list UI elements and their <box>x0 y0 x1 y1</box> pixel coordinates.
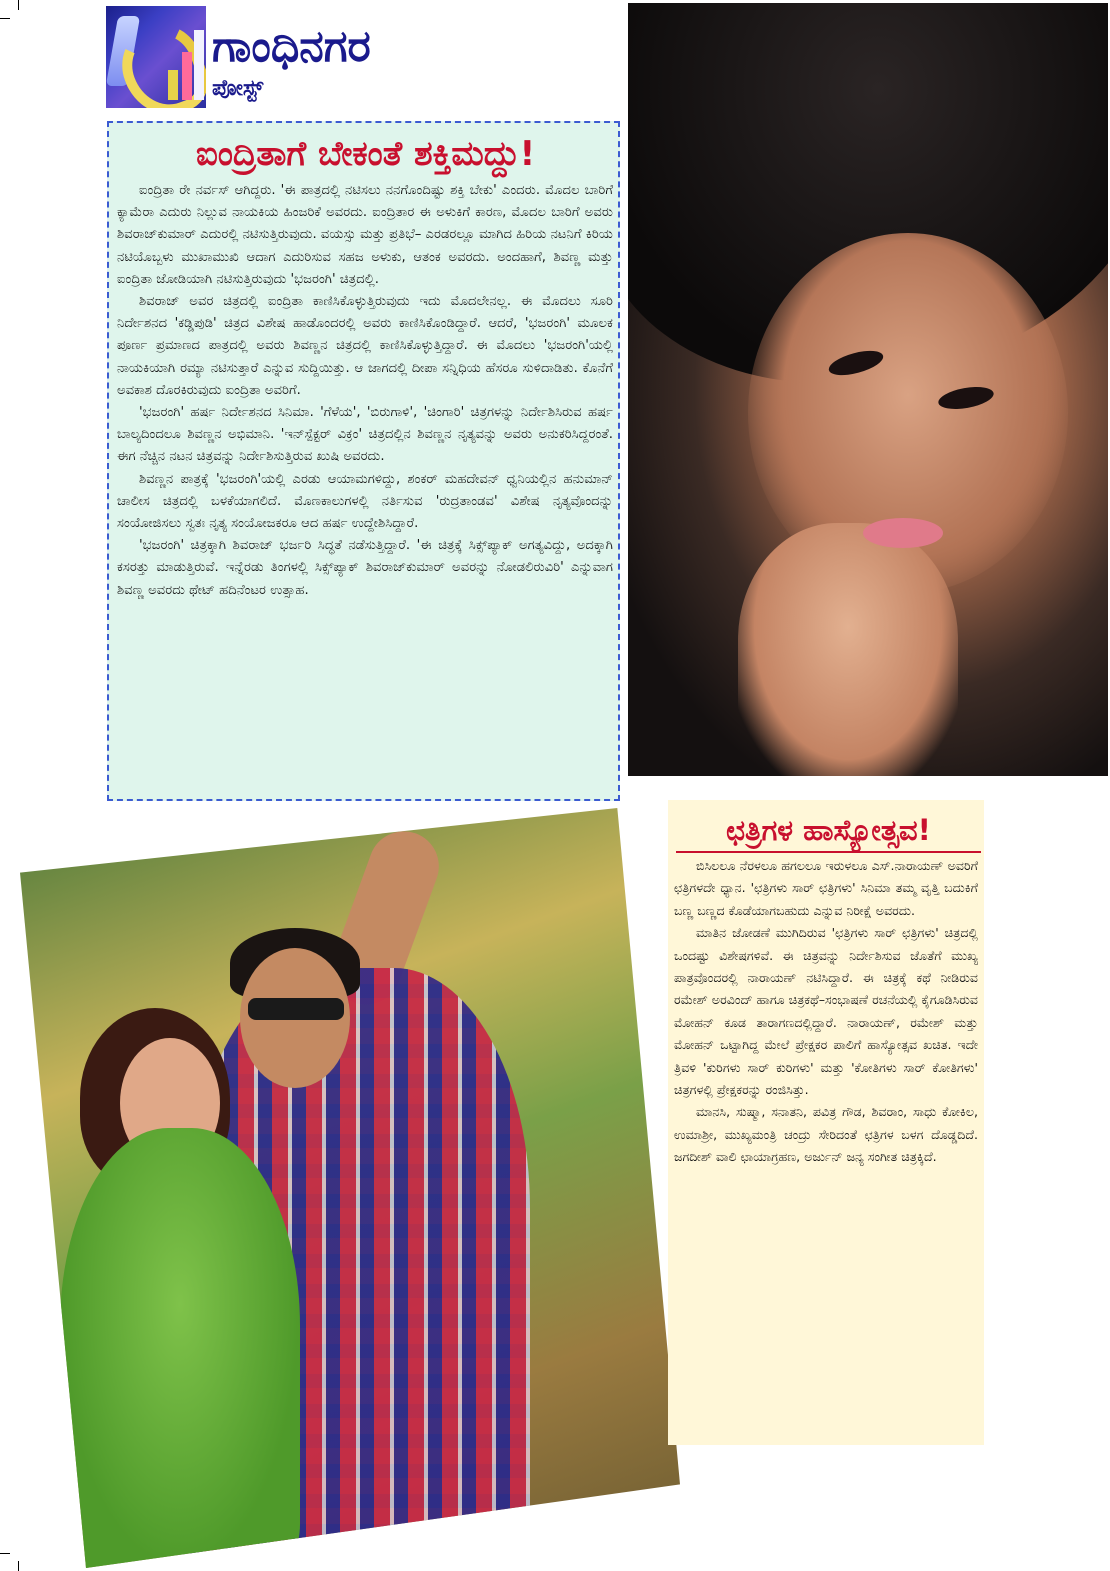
article1-headline: ಐಂದ್ರಿತಾಗೆ ಬೇಕಂತೆ ಶಕ್ತಿಮದ್ದು! <box>195 134 536 174</box>
article1-paragraph: 'ಭಜರಂಗಿ' ಚಿತ್ರಕ್ಕಾಗಿ ಶಿವರಾಜ್ ಭರ್ಜರಿ ಸಿದ್ಧತೆ ನಡೆಸುತ್ತಿದ್ದಾರೆ. 'ಈ ಚಿತ್ರಕ್ಕೆ ಸಿಕ್ಸ್‌ಪ್ಯಾಕ್ ಅಗತ್ಯವಿದ್ದು, ಅದಕ್ಕಾಗಿ ಕಸರತ್ತು ಮಾಡುತ್ತಿರುವೆ. ಇನ್ನೆರಡು ತಿಂಗಳಲ್ಲಿ ಸಿಕ್ಸ್‌ಪ್ಯಾಕ್ ಶಿವರಾಜ್‌ಕುಮಾರ್ ಅವರನ್ನು ನೋಡಲಿರುವಿರಿ' ಎನ್ನುವಾಗ ಶಿವಣ್ಣ ಅವರದು ಥೇಟ್ ಹದಿನೆಂಟರ ಉತ್ಸಾಹ. <box>117 538 613 598</box>
masthead-subtitle: ಪೋಸ್ಟ್ <box>212 76 264 101</box>
article1-paragraph: ಶಿವರಾಜ್ ಅವರ ಚಿತ್ರದಲ್ಲಿ ಐಂದ್ರಿತಾ ಕಾಣಿಸಿಕೊಳ್ಳುತ್ತಿರುವುದು ಇದು ಮೊದಲೇನಲ್ಲ. ಈ ಮೊದಲು ಸೂರಿ ನಿರ್ದೇಶನದ 'ಕಡ್ಡಿಪುಡಿ' ಚಿತ್ರದ ವಿಶೇಷ ಹಾಡೊಂದರಲ್ಲಿ ಅವರು ಕಾಣಿಸಿಕೊಂಡಿದ್ದಾರೆ. ಆದರೆ, 'ಭಜರಂಗಿ' ಮೂಲಕ ಪೂರ್ಣ ಪ್ರಮಾಣದ ಪಾತ್ರದಲ್ಲಿ ಅವರು ಶಿವಣ್ಣನ ಚಿತ್ರದಲ್ಲಿ ಕಾಣಿಸಿಕೊಳ್ಳುತ್ತಿದ್ದಾರೆ. ಈ ಮೊದಲು 'ಭಜರಂಗಿ'ಯಲ್ಲಿ ನಾಯಕಿಯಾಗಿ ರಮ್ಯಾ ನಟಿಸುತ್ತಾರೆ ಎನ್ನುವ ಸುದ್ದಿಯಿತ್ತು. ಆ ಜಾಗದಲ್ಲಿ ದೀಪಾ ಸನ್ನಿಧಿಯ ಹೆಸರೂ ಸುಳಿದಾಡಿತು. ಕೊನೆಗೆ ಅವಕಾಶ ದೊರಕಿರುವುದು ಐಂದ್ರಿತಾ ಅವರಿಗೆ. <box>117 294 613 398</box>
masthead-logo <box>106 6 206 108</box>
article2-paragraph: ಮಾನಸಿ, ಸುಷ್ಮಾ, ಸನಾತನಿ, ಪವಿತ್ರ ಗೌಡ, ಶಿವರಾಂ, ಸಾಧು ಕೋಕಿಲ, ಉಮಾಶ್ರೀ, ಮುಖ್ಯಮಂತ್ರಿ ಚಂದ್ರು ಸೇರಿದಂತೆ ಛತ್ರಿಗಳ ಬಳಗ ದೊಡ್ಡದಿದೆ. ಜಗದೀಶ್ ವಾಲಿ ಛಾಯಾಗ್ರಹಣ, ಅರ್ಜುನ್ ಜನ್ಯ ಸಂಗೀತ ಚಿತ್ರಕ್ಕಿದೆ. <box>674 1104 978 1165</box>
crop-mark <box>18 0 19 10</box>
article2-paragraph: ಮಾತಿನ ಜೋಡಣೆ ಮುಗಿದಿರುವ 'ಛತ್ರಿಗಳು ಸಾರ್ ಛತ್ರಿಗಳು' ಚಿತ್ರದಲ್ಲಿ ಒಂದಷ್ಟು ವಿಶೇಷಗಳಿವೆ. ಈ ಚಿತ್ರವನ್ನು ನಿರ್ದೇಶಿಸುವ ಜೊತೆಗೆ ಮುಖ್ಯ ಪಾತ್ರವೊಂದರಲ್ಲಿ ನಾರಾಯಣ್ ನಟಿಸಿದ್ದಾರೆ. ಈ ಚಿತ್ರಕ್ಕೆ ಕಥೆ ನೀಡಿರುವ ರಮೇಶ್ ಅರವಿಂದ್ ಹಾಗೂ ಚಿತ್ರಕಥೆ–ಸಂಭಾಷಣೆ ರಚನೆಯಲ್ಲಿ ಕೈಗೂಡಿಸಿರುವ ಮೋಹನ್ ಕೂಡ ತಾರಾಗಣದಲ್ಲಿದ್ದಾರೆ. ನಾರಾಯಣ್, ರಮೇಶ್ ಮತ್ತು ಮೋಹನ್ ಒಟ್ಟಾಗಿದ್ದ ಮೇಲೆ ಪ್ರೇಕ್ಷಕರ ಪಾಲಿಗೆ ಹಾಸ್ಯೋತ್ಸವ ಖಚಿತ. ಇದೇ ತ್ರಿವಳಿ 'ಕುರಿಗಳು ಸಾರ್ ಕುರಿಗಳು' ಮತ್ತು 'ಕೋತಿಗಳು ಸಾರ್ ಕೋತಿಗಳು' ಚಿತ್ರಗಳಲ್ಲಿ ಪ್ರೇಕ್ಷಕರನ್ನು ರಂಜಿಸಿತ್ತು. <box>674 925 978 1098</box>
crop-mark <box>0 18 10 19</box>
article1-paragraph: ಶಿವಣ್ಣನ ಪಾತ್ರಕ್ಕೆ 'ಭಜರಂಗಿ'ಯಲ್ಲಿ ಎರಡು ಆಯಾಮಗಳಿದ್ದು, ಶಂಕರ್ ಮಹದೇವನ್ ಧ್ವನಿಯಲ್ಲಿನ ಹನುಮಾನ್ ಚಾಲೀಸ ಚಿತ್ರದಲ್ಲಿ ಬಳಕೆಯಾಗಲಿದೆ. ಮೊಣಕಾಲುಗಳಲ್ಲಿ ನರ್ತಿಸುವ 'ರುದ್ರತಾಂಡವ' ವಿಶೇಷ ನೃತ್ಯವೊಂದನ್ನು ಸಂಯೋಜಿಸಲು ಸ್ವತಃ ನೃತ್ಯ ಸಂಯೋಜಕರೂ ಆದ ಹರ್ಷ ಉದ್ದೇಶಿಸಿದ್ದಾರೆ. <box>117 471 613 532</box>
headline-rule <box>676 851 981 853</box>
article1-paragraph: ಐಂದ್ರಿತಾ ರೇ ನರ್ವಸ್ ಆಗಿದ್ದರು. 'ಈ ಪಾತ್ರದಲ್ಲಿ ನಟಿಸಲು ನನಗೊಂದಿಷ್ಟು ಶಕ್ತಿ ಬೇಕು' ಎಂದರು. ಮೊದಲ ಬಾರಿಗೆ ಕ್ಯಾಮೆರಾ ಎದುರು ನಿಲ್ಲುವ ನಾಯಕಿಯ ಹಿಂಜರಿಕೆ ಅವರದು. ಐಂದ್ರಿತಾರ ಈ ಅಳುಕಿಗೆ ಕಾರಣ, ಮೊದಲ ಬಾರಿಗೆ ಅವರು ಶಿವರಾಜ್‌ಕುಮಾರ್ ಎದುರಲ್ಲಿ ನಟಿಸುತ್ತಿರುವುದು. ವಯಸ್ಸು ಮತ್ತು ಪ್ರತಿಭೆ– ಎರಡರಲ್ಲೂ ಮಾಗಿದ ಹಿರಿಯ ನಟನಿಗೆ ಕಿರಿಯ ನಟಿಯೊಬ್ಬಳು ಮುಖಾಮುಖಿ ಆದಾಗ ಎದುರಿಸುವ ಸಹಜ ಅಳುಕು, ಆತಂಕ ಅವರದು. ಅಂದಹಾಗೆ, ಶಿವಣ್ಣ ಮತ್ತು ಐಂದ್ರಿತಾ ಜೋಡಿಯಾಗಿ ನಟಿಸುತ್ತಿರುವುದು 'ಭಜರಂಗಿ' ಚಿತ್ರದಲ್ಲಿ. <box>117 183 613 287</box>
crop-mark <box>0 1553 10 1554</box>
article1-body <box>117 180 613 602</box>
photo-lips <box>863 518 943 548</box>
article1-paragraph: 'ಭಜರಂಗಿ' ಹರ್ಷ ನಿರ್ದೇಶನದ ಸಿನಿಮಾ. 'ಗೆಳೆಯ', 'ಬಿರುಗಾಳಿ', 'ಚಿಂಗಾರಿ' ಚಿತ್ರಗಳನ್ನು ನಿರ್ದೇಶಿಸಿರುವ ಹರ್ಷ ಬಾಲ್ಯದಿಂದಲೂ ಶಿವಣ್ಣನ ಅಭಿಮಾನಿ. 'ಇನ್‌ಸ್ಪೆಕ್ಟರ್ ವಿಕ್ರಂ' ಚಿತ್ರದಲ್ಲಿನ ಶಿವಣ್ಣನ ನೃತ್ಯವನ್ನು ಅವರು ಅನುಕರಿಸಿದ್ದರಂತೆ. ಈಗ ನೆಚ್ಚಿನ ನಟನ ಚಿತ್ರವನ್ನು ನಿರ್ದೇಶಿಸುತ್ತಿರುವ ಖುಷಿ ಅವರದು. <box>117 405 613 465</box>
article2-body <box>674 855 978 1169</box>
actress-portrait-photo <box>628 3 1108 776</box>
photo-hand <box>738 523 958 776</box>
photo-green-dress <box>60 1128 300 1568</box>
logo-bar <box>194 30 204 100</box>
masthead-title: ಗಾಂಧಿನಗರ <box>212 21 371 72</box>
photo-sunglasses <box>248 998 344 1020</box>
logo-bar <box>168 70 178 100</box>
couple-photo <box>20 808 680 1568</box>
article2-paragraph: ಬಿಸಿಲಲೂ ನೆರಳಲೂ ಹಗಲಲೂ ಇರುಳಲೂ ಎಸ್.ನಾರಾಯಣ್ ಅವರಿಗೆ ಛತ್ರಿಗಳದೇ ಧ್ಯಾನ. 'ಛತ್ರಿಗಳು ಸಾರ್ ಛತ್ರಿಗಳು' ಸಿನಿಮಾ ತಮ್ಮ ವೃತ್ತಿ ಬದುಕಿಗೆ ಬಣ್ಣ ಬಣ್ಣದ ಕೊಡೆಯಾಗಬಹುದು ಎನ್ನುವ ನಿರೀಕ್ಷೆ ಅವರದು. <box>674 858 978 918</box>
article2-headline: ಛತ್ರಿಗಳ ಹಾಸ್ಯೋತ್ಸವ! <box>726 813 931 847</box>
crop-mark <box>18 1561 19 1571</box>
logo-bar <box>182 52 192 100</box>
